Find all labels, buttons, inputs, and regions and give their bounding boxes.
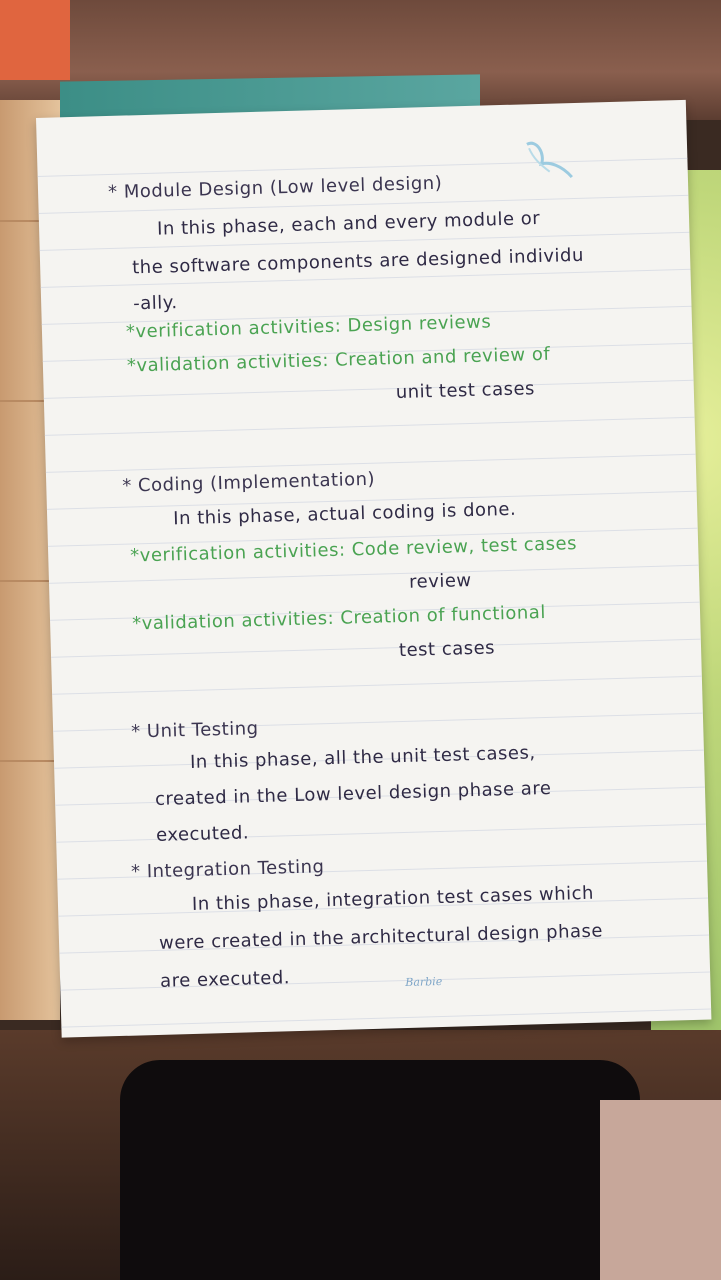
verification-label: *verification activities: Design reviews: [125, 311, 492, 343]
brand-mark: Barbie: [405, 974, 443, 990]
module-design-verification: [126, 311, 492, 342]
module-design-validation-line-2: unit test cases: [395, 378, 536, 404]
coding-body-line-1: In this phase, actual coding is done.: [172, 498, 517, 530]
module-design-body-line-3: -ally.: [132, 292, 178, 315]
background-orange-object: [0, 0, 70, 80]
unit-testing-body-line-3: executed.: [155, 822, 250, 846]
unit-testing-heading: * Unit Testing: [130, 718, 259, 743]
module-design-body-line-2: the software components are designed individu: [131, 244, 585, 279]
unit-testing-body-line-1: In this phase, all the unit test cases,: [189, 742, 536, 773]
coding-heading: * Coding (Implementation): [122, 468, 376, 497]
module-design-validation-line-1: [127, 344, 551, 377]
module-design-body-line-1: In this phase, each and every module or: [156, 207, 541, 240]
integration-testing-body-line-2: were created in the architectural design phase: [158, 920, 604, 954]
coding-verification-label: *verification activities: Code review, test cases: [129, 533, 578, 567]
coding-validation-line-1: [132, 602, 546, 635]
module-design-heading: * Module Design (Low level design): [107, 172, 443, 204]
notebook-page: [36, 100, 711, 1038]
coding-verification-line-1: [130, 533, 577, 566]
integration-testing-heading: * Integration Testing: [130, 856, 325, 883]
doodle-icon: [519, 133, 580, 185]
background-dark-object: [120, 1060, 640, 1280]
unit-testing-body-line-2: created in the Low level design phase are: [154, 777, 552, 810]
coding-validation-label: *validation activities: Creation of functional: [131, 601, 547, 635]
coding-verification-line-2: review: [408, 570, 472, 593]
validation-label: *validation activities: Creation and review of: [126, 343, 551, 377]
integration-testing-body-line-1: In this phase, integration test cases which: [191, 882, 595, 915]
coding-validation-line-2: test cases: [398, 637, 496, 662]
background-pale-object: [600, 1100, 721, 1280]
integration-testing-body-line-3: are executed.: [159, 967, 291, 992]
